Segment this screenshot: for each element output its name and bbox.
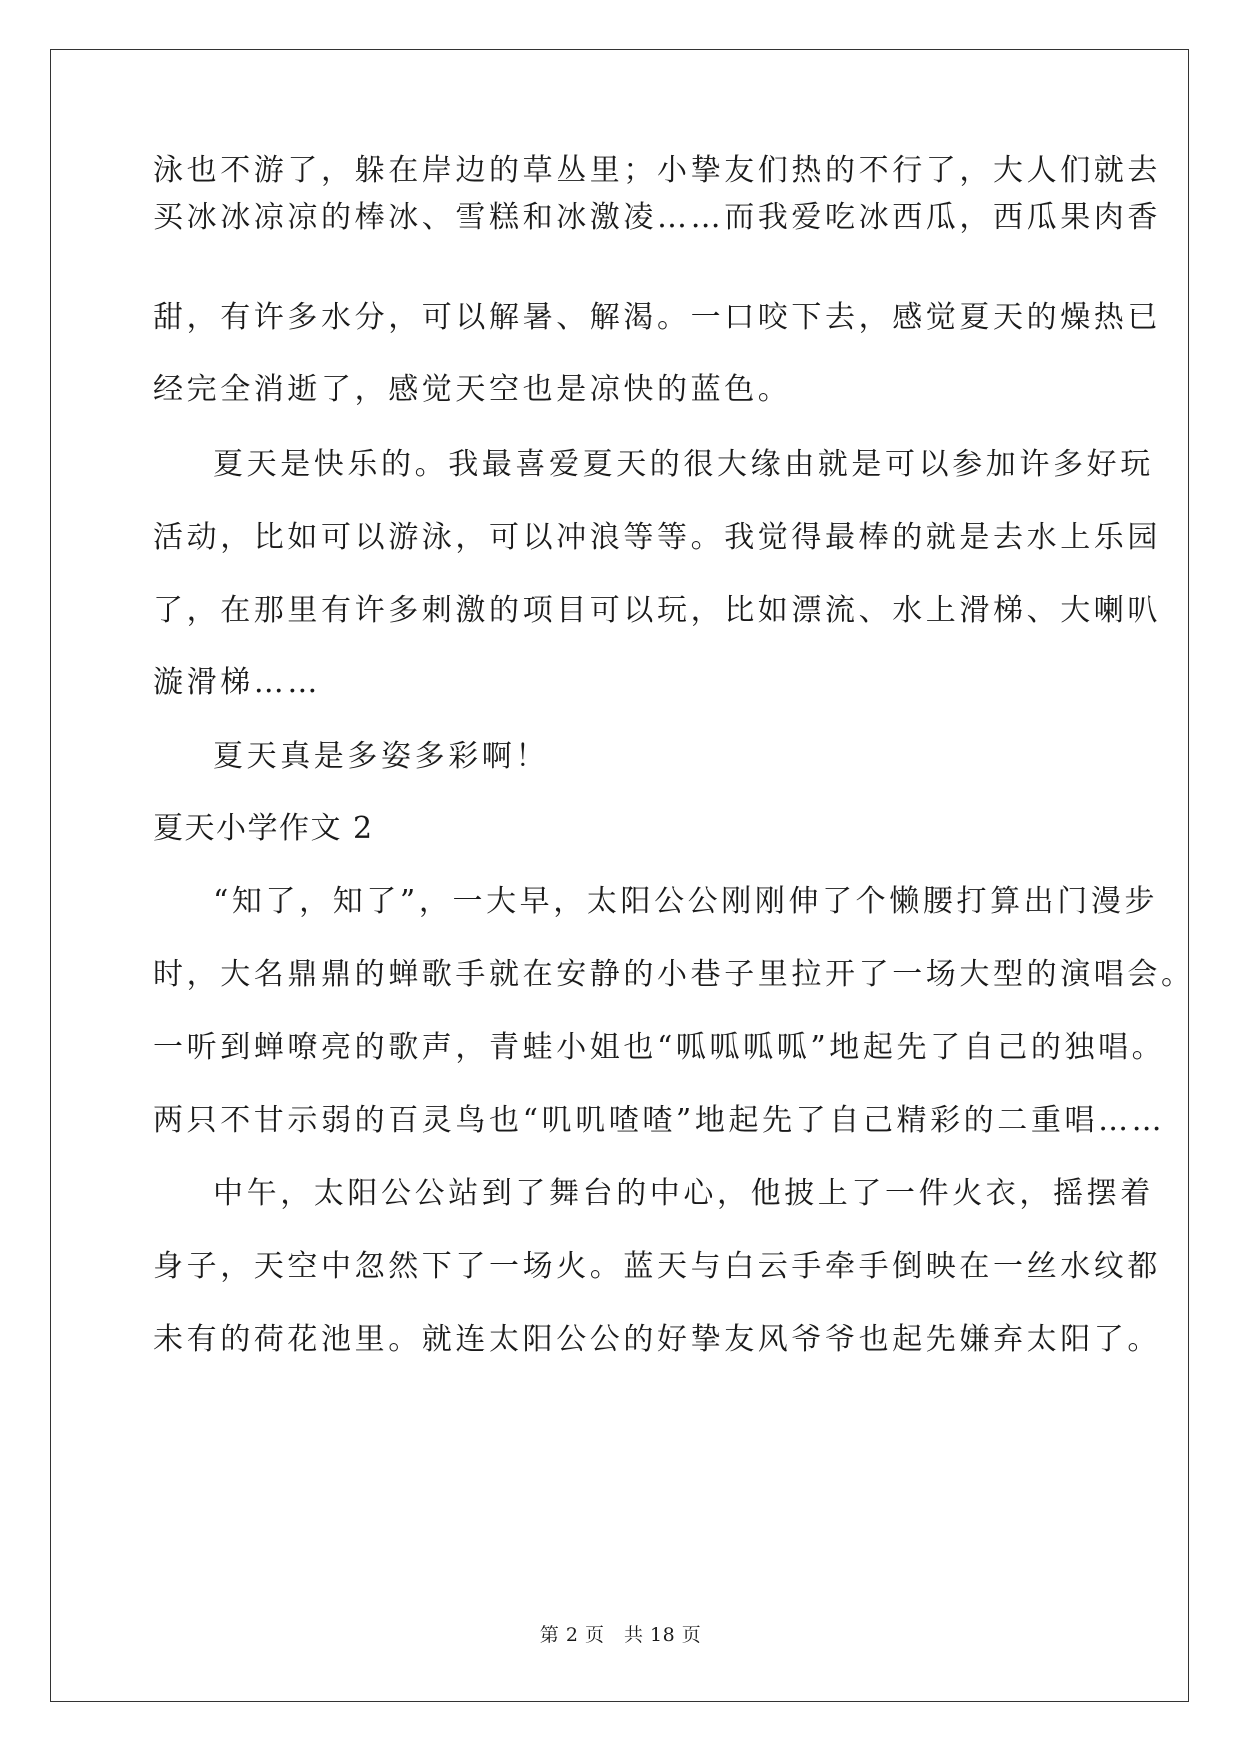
text-line: 漩滑梯……	[153, 665, 321, 700]
text-line: 两只不甘示弱的百灵鸟也“叽叽喳喳”地起先了自己精彩的二重唱……	[153, 1103, 1166, 1138]
text-line: 身子，天空中忽然下了一场火。蓝天与白云手牵手倒映在一丝水纹都	[153, 1249, 1161, 1284]
text-line: “知了，知了”，一大早，太阳公公刚刚伸了个懒腰打算出门漫步	[213, 884, 1159, 919]
section-heading: 夏天小学作文 2	[153, 811, 374, 846]
text-line: 经完全消逝了，感觉天空也是凉快的蓝色。	[153, 372, 792, 407]
text-line: 泳也不游了，躲在岸边的草丛里；小挚友们热的不行了，大人们就去	[153, 153, 1161, 188]
text-line: 时，大名鼎鼎的蝉歌手就在安静的小巷子里拉开了一场大型的演唱会。	[153, 957, 1195, 992]
text-line: 买冰冰凉凉的棒冰、雪糕和冰激凌……而我爱吃冰西瓜，西瓜果肉香	[153, 200, 1161, 235]
page-border	[50, 49, 1189, 1702]
text-line: 一听到蝉嘹亮的歌声，青蛙小姐也“呱呱呱呱”地起先了自己的独唱。	[153, 1030, 1166, 1065]
text-line: 活动，比如可以游泳，可以冲浪等等。我觉得最棒的就是去水上乐园	[153, 520, 1161, 555]
text-line: 了，在那里有许多刺激的项目可以玩，比如漂流、水上滑梯、大喇叭	[153, 593, 1161, 628]
text-line: 夏天真是多姿多彩啊！	[213, 739, 549, 774]
page-number-footer: 第 2 页 共 18 页	[539, 1624, 702, 1646]
text-line: 中午，太阳公公站到了舞台的中心，他披上了一件火衣，摇摆着	[213, 1176, 1154, 1211]
text-line: 未有的荷花池里。就连太阳公公的好挚友风爷爷也起先嫌弃太阳了。	[153, 1322, 1161, 1357]
text-line: 甜，有许多水分，可以解暑、解渴。一口咬下去，感觉夏天的燥热已	[153, 300, 1161, 335]
text-line: 夏天是快乐的。我最喜爱夏天的很大缘由就是可以参加许多好玩	[213, 447, 1154, 482]
